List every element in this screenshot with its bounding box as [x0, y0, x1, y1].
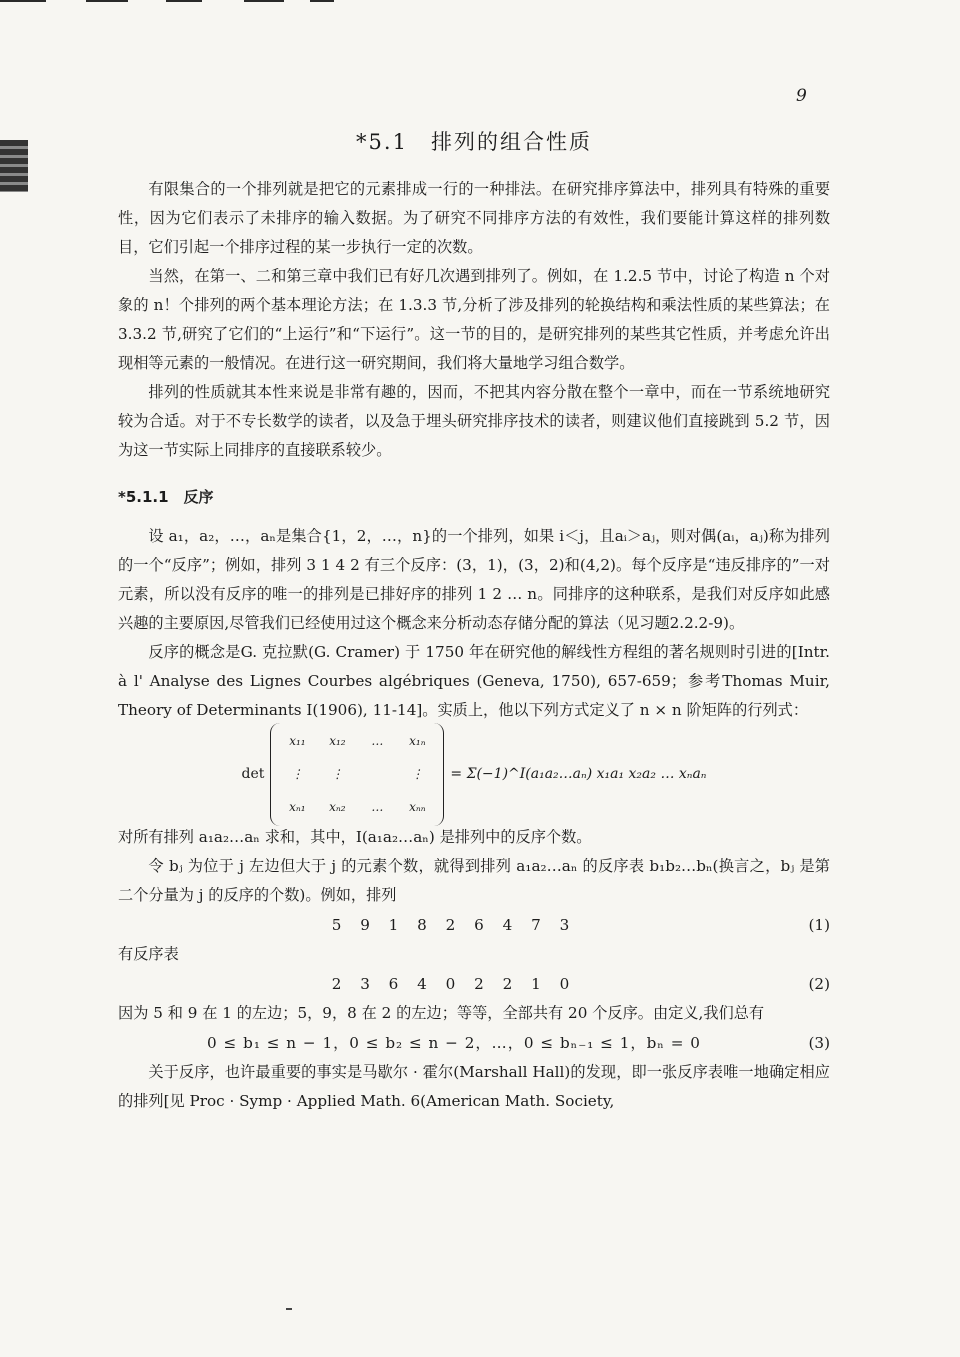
sub-paragraph-1: 设 a₁，a₂，…，aₙ是集合{1，2，…，n}的一个排列，如果 i＜j，且aᵢ＞aⱼ，则对偶(aᵢ，aⱼ)称为排列的一个“反序”；例如，排列 3 1 4 2 有三个反序：(3，1)，(3，2)和(4,2)。每个反序是“违反排序的”一对元素，所以没有反序的唯一的排列是已排好序的排列 1 2 … n。同排序的这种联系，是我们对反序如此感兴趣的主要原因,尽管我们已经使用过这个概念来分析动态存储分配的算法（见习题2.2.2-9)。 [118, 527, 830, 632]
equation-2 [118, 969, 830, 999]
inversion-table-definition: 令 bⱼ 为位于 j 左边但大于 j 的元素个数，就得到排列 a₁a₂…aₙ 的反序表 b₁b₂…bₙ(换言之，bⱼ 是第二个分量为 j 的反序的个数)。例如，排列 [118, 857, 830, 904]
matrix-cell: xₙ₂ [329, 799, 346, 814]
top-rule-3 [166, 0, 202, 2]
permutation-sequence: 5 9 1 8 2 6 4 7 3 [331, 915, 577, 934]
binding-edge [0, 140, 28, 192]
matrix-cell: … [371, 799, 384, 814]
matrix-cell: xₙₙ [409, 799, 426, 814]
matrix [270, 723, 444, 826]
intro-paragraph-1: 有限集合的一个排列就是把它的元素排成一行的一种排法。在研究排序算法中，排列具有特殊的重要性，因为它们表示了未排序的输入数据。为了研究不同排序方法的有效性，我们要能计算这样的排列数目，它们引起一个排序过程的某一步执行一定的次数。 [118, 180, 830, 256]
matrix-cell: x₁₁ [289, 733, 306, 748]
page-content [118, 128, 830, 1116]
top-rule-1 [0, 0, 46, 2]
matrix-cell: xₙ₁ [289, 799, 306, 814]
determinant-formula [118, 729, 830, 819]
equation-1 [118, 910, 830, 940]
matrix-cell: ⋮ [291, 766, 304, 781]
equation-number-2: (2) [808, 974, 830, 993]
det-label: det [241, 765, 265, 782]
matrix-cell: x₁ₙ [409, 733, 426, 748]
page-number: 9 [796, 86, 807, 106]
after-formula-text: 对所有排列 a₁a₂…aₙ 求和，其中，I(a₁a₂…aₙ) 是排列中的反序个数。 [118, 828, 592, 846]
top-rule-5 [310, 0, 334, 2]
subsection-title: *5.1.1 反序 [118, 488, 214, 506]
intro-paragraph-2: 当然，在第一、二和第三章中我们已有好几次遇到排列了。例如，在 1.2.5 节中，讨论了构造 n 个对象的 n！个排列的两个基本理论方法；在 1.3.3 节,分析了涉及排列的轮换结构和乘法性质的某些算法；在 3.3.2 节,研究了它们的“上运行”和“下运行”。这一节的目的，是研究排列的某些其它性质，并考虑允许出现相等元素的一般情况。在进行这一研究期间，我们将大量地学习组合数学。 [118, 267, 830, 372]
inversion-table-sequence: 2 3 6 4 0 2 2 1 0 [331, 974, 577, 993]
matrix-cell: ⋮ [411, 766, 424, 781]
section-title: *5.1 排列的组合性质 [356, 130, 592, 154]
footer-mark [286, 1308, 292, 1310]
equation-number-1: (1) [808, 915, 830, 934]
matrix-cell: x₁₂ [329, 733, 346, 748]
matrix-cell: … [371, 733, 384, 748]
formula-rhs: = Σ(−1)^I(a₁a₂…aₙ) x₁a₁ x₂a₂ … xₙaₙ [450, 765, 707, 782]
intro-paragraph-3: 排列的性质就其本性来说是非常有趣的，因而，不把其内容分散在整个一章中，而在一节系统地研究较为合适。对于不专长数学的读者，以及急于埋头研究排序技术的读者，则建议他们直接跳到 5.2 节，因为这一节实际上同排序的直接联系较少。 [118, 383, 830, 459]
sub-paragraph-2: 反序的概念是G. 克拉默(G. Cramer) 于 1750 年在研究他的解线性方程组的著名规则时引进的[Intr. à l' Analyse des Lignes Courbes algébriques (Geneva, 1750), 657-659；参考Thomas Muir, Theory of Determinants Ⅰ(1906), 11-14]。实质上，他以下列方式定义了 n × n 阶矩阵的行列式： [118, 643, 830, 719]
top-rule-2 [86, 0, 128, 2]
top-rule-4 [244, 0, 284, 2]
equation-number-3: (3) [808, 1033, 830, 1052]
matrix-cell [357, 760, 397, 789]
equation-3 [118, 1028, 830, 1058]
has-table-text: 有反序表 [118, 945, 179, 963]
final-paragraph: 关于反序，也许最重要的事实是马歇尔 · 霍尔(Marshall Hall)的发现，即一张反序表唯一地确定相应的排列[见 Proc · Symp · Applied Math. 6(American Math. Society, [118, 1063, 830, 1110]
matrix-cell: ⋮ [331, 766, 344, 781]
inequality: 0 ≤ b₁ ≤ n − 1，0 ≤ b₂ ≤ n − 2，…，0 ≤ bₙ₋₁ ≤ 1，bₙ = 0 [207, 1033, 701, 1052]
explanation-text: 因为 5 和 9 在 1 的左边；5，9，8 在 2 的左边；等等，全部共有 20 个反序。由定义,我们总有 [118, 1004, 765, 1022]
